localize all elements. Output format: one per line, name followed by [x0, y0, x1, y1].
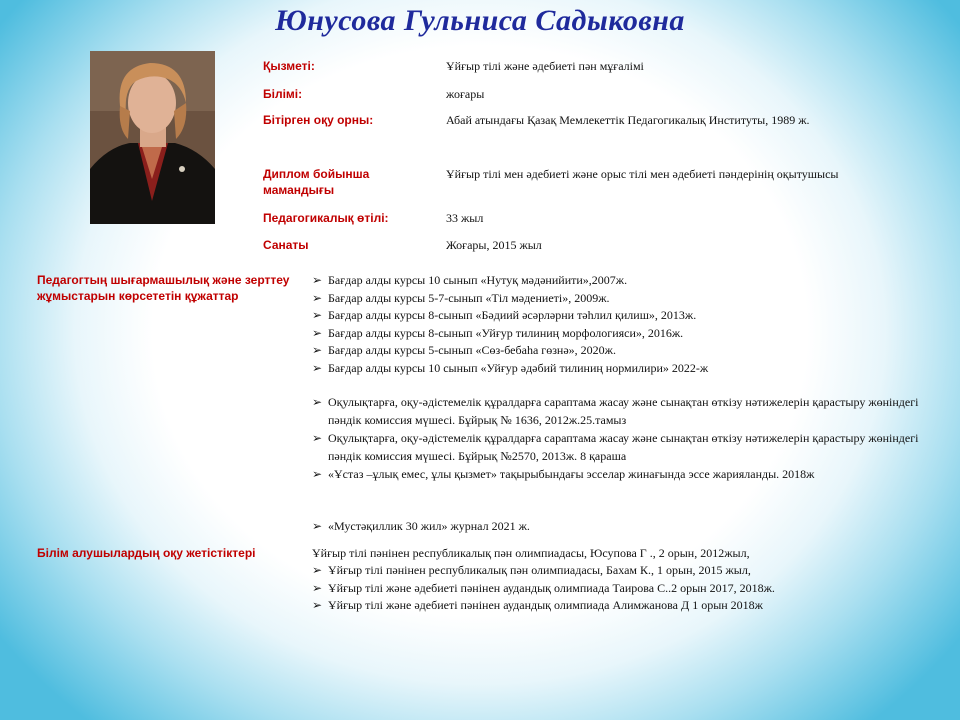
- arrow-bullet-icon: ➢: [312, 291, 323, 305]
- arrow-bullet-icon: ➢: [312, 431, 323, 445]
- education-label: Білімі:: [263, 87, 303, 101]
- arrow-bullet-icon: ➢: [312, 598, 323, 612]
- list-item: ➢ Оқулықтарға, оқу-әдістемелік құралдарға сараптама жасау және сынақтан өткізу нәтижелерін қарастыру жөніндегі пәндік комиссия мүшесі. Бұйрық №2570, 2013ж. 8 қараша: [312, 431, 919, 463]
- diploma-specialty-label: Диплом бойынша мамандығы: [263, 167, 370, 197]
- category-value: Жоғары, 2015 жыл: [446, 238, 542, 252]
- arrow-bullet-icon: ➢: [312, 308, 323, 322]
- student-achievements-label: Білім алушылардың оқу жетістіктері: [37, 546, 256, 560]
- arrow-bullet-icon: ➢: [312, 581, 323, 595]
- list-item: ➢ Оқулықтарға, оқу-әдістемелік құралдарға сараптама жасау және сынақтан өткізу нәтижелерін қарастыру жөніндегі пәндік комиссия мүшесі. Бұйрық № 1636, 2012ж.25.тамыз: [312, 395, 919, 427]
- page-title: Юнусова Гульниса Садыковна: [275, 4, 685, 37]
- arrow-bullet-icon: ➢: [312, 519, 323, 533]
- category-label: Санаты: [263, 238, 309, 252]
- arrow-bullet-icon: ➢: [312, 273, 323, 287]
- list-item: ➢ Ұйғыр тілі және әдебиеті пәнінен аудандық олимпиада Таирова С..2 орын 2017, 2018ж.: [312, 580, 932, 598]
- arrow-bullet-icon: ➢: [312, 563, 323, 577]
- list-item: ➢ Бағдар алды курсы 10 сынып «Уйғур әдәбий тилиниң нормилири» 2022-ж: [312, 360, 932, 378]
- position-label: Қызметі:: [263, 59, 315, 73]
- arrow-bullet-icon: ➢: [312, 361, 323, 375]
- diploma-specialty-value: Ұйғыр тілі мен әдебиеті және орыс тілі мен әдебиеті пәндерінің оқытушысы: [446, 167, 839, 181]
- list-item: ➢ Бағдар алды курсы 8-сынып «Уйғур тилиниң морфологияси», 2016ж.: [312, 325, 932, 343]
- arrow-bullet-icon: ➢: [312, 467, 323, 481]
- arrow-bullet-icon: ➢: [312, 343, 323, 357]
- arrow-bullet-icon: ➢: [312, 326, 323, 340]
- list-item: ➢ Бағдар алды курсы 10 сынып «Нутуқ мәдәнийити»,2007ж.: [312, 272, 932, 290]
- creative-work-label: Педагогтың шығармашылық және зерттеу жұмыстарын көрсететін құжаттар: [37, 273, 290, 303]
- list-item: ➢ «Ұстаз –ұлық емес, ұлы қызмет» тақырыбындағы эсселар жинағында эссе жарияланды. 2018ж: [312, 466, 892, 484]
- arrow-bullet-icon: ➢: [312, 395, 323, 409]
- portrait-illustration: [90, 51, 215, 224]
- position-value: Ұйғыр тілі және әдебиеті пән мұғалімі: [446, 59, 644, 73]
- list-item: ➢ «Мустәқиллик 30 жил» журнал 2021 ж.: [312, 518, 932, 536]
- list-item: ➢ Бағдар алды курсы 5-7-сынып «Тіл мәдениеті», 2009ж.: [312, 290, 932, 308]
- experience-label: Педагогикалық өтілі:: [263, 211, 389, 225]
- list-item: ➢ Ұйғыр тілі пәнінен республикалық пән олимпиадасы, Бахам К., 1 орын, 2015 жыл,: [312, 562, 932, 580]
- list-item: ➢ Ұйғыр тілі және әдебиеті пәнінен аудандық олимпиада Алимжанова Д 1 орын 2018ж: [312, 597, 932, 615]
- education-value: жоғары: [446, 87, 485, 101]
- list-item: ➢ Бағдар алды курсы 5-сынып «Сөз-бебаһа гөзнә», 2020ж.: [312, 342, 932, 360]
- achievement-first-line: Ұйғыр тілі пәнінен республикалық пән олимпиадасы, Юсупова Г ., 2 орын, 2012жыл,: [312, 546, 750, 560]
- graduated-label: Бітірген оқу орны:: [263, 113, 374, 127]
- portrait-photo: [90, 51, 215, 224]
- graduated-value: Абай атындағы Қазақ Мемлекеттік Педагогикалық Институты, 1989 ж.: [446, 113, 810, 127]
- list-item: ➢ Бағдар алды курсы 8-сынып «Бәдиий әсәрләрни тәһлил қилиш», 2013ж.: [312, 307, 932, 325]
- experience-value: 33 жыл: [446, 211, 484, 225]
